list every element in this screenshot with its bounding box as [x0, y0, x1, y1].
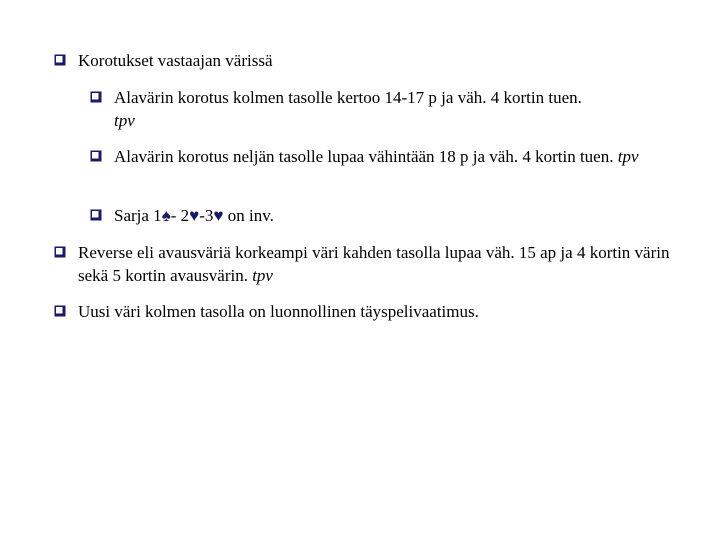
bullet-item-4 [90, 204, 690, 227]
checkbox-square-icon [54, 54, 66, 66]
bullet-item-3 [90, 145, 690, 168]
bullet-item-6 [54, 300, 684, 323]
bullet-text-3-main: Alavärin korotus neljän tasolle lupaa vähintään 18 p ja väh. 4 kortin tuen. [114, 147, 614, 166]
bullet-item-1 [54, 49, 684, 72]
bullet-text-2 [90, 86, 690, 132]
heart-icon: ♥ [189, 206, 200, 225]
bullet-note-2: tpv [114, 111, 135, 130]
sequence-mid-1: - 2 [170, 206, 190, 225]
bullet-item-5 [54, 241, 684, 287]
spade-icon: ♠ [161, 206, 171, 225]
bullet-note-3: tpv [617, 147, 639, 166]
checkbox-square-icon [90, 150, 102, 162]
bullet-text-2-main: Alavärin korotus kolmen tasolle kertoo 14-17 p ja väh. 4 kortin tuen. [114, 88, 582, 107]
checkbox-square-icon [54, 305, 66, 317]
bullet-text-5-main: Reverse eli avausväriä korkeampi väri kahden tasolla lupaa väh. 15 ap ja 4 kortin värin sekä 5 kortin avausvärin. [78, 243, 670, 285]
checkbox-square-icon [54, 246, 66, 258]
sequence-suffix: on inv. [223, 206, 274, 225]
bullet-item-2 [90, 86, 690, 132]
checkbox-square-icon [90, 209, 102, 221]
heart-icon: ♥ [213, 206, 224, 225]
bullet-note-5: tpv [252, 266, 273, 285]
sequence-mid-2: -3 [199, 206, 214, 225]
sequence-prefix: Sarja 1 [114, 206, 162, 225]
bullet-text-5 [54, 241, 678, 287]
bullet-text-3 [90, 145, 674, 168]
bullet-text-4 [90, 204, 690, 227]
bullet-text-6: Uusi väri kolmen tasolla on luonnollinen täyspelivaatimus. [78, 302, 479, 321]
checkbox-square-icon [90, 91, 102, 103]
bullet-text-1: Korotukset vastaajan värissä [78, 51, 273, 70]
